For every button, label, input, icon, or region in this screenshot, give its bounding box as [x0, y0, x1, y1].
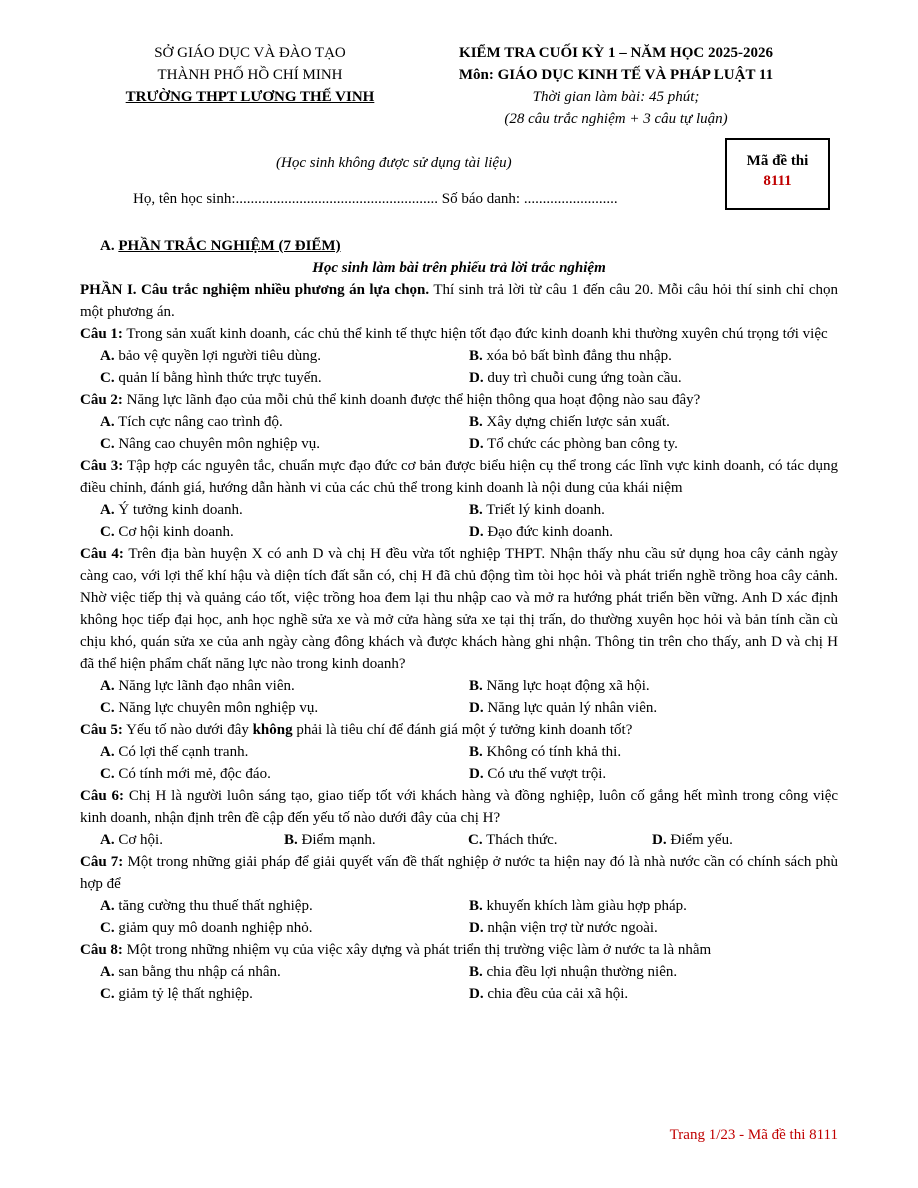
option-letter: A.: [100, 502, 115, 518]
option-letter: A.: [100, 348, 115, 364]
option-letter: B.: [469, 678, 483, 694]
question-text: Tập hợp các nguyên tắc, chuẩn mực đạo đức cơ bản được biểu hiện cụ thể trong các lĩnh vực kinh doanh, có tác dụng điều chỉnh, đánh giá, hướng dẫn hành vi của các chủ thể trong kinh doanh là nội dung của khái niệm: [80, 458, 838, 496]
answer-option: [468, 829, 652, 851]
part-instruction-text: Thí sinh trả lời từ câu 1 đến câu 20. Mỗi câu hỏi thí sinh chỉ chọn một phương án.: [80, 282, 838, 320]
answer-option: [469, 675, 838, 697]
answer-option: [469, 741, 838, 763]
city-name: THÀNH PHỐ HỒ CHÍ MINH: [157, 67, 343, 83]
answer-option: [100, 521, 469, 543]
option-letter: C.: [100, 700, 115, 716]
question-number: Câu 4:: [80, 546, 124, 562]
answer-options: [100, 961, 838, 1005]
option-text: Nâng cao chuyên môn nghiệp vụ.: [114, 436, 320, 452]
option-text: Ý tưởng kinh doanh.: [114, 502, 243, 518]
option-text: Có ưu thế vượt trội.: [483, 766, 607, 782]
answer-option: [100, 961, 469, 983]
answer-options: [100, 829, 838, 851]
option-letter: C.: [100, 370, 115, 386]
exam-duration: Thời gian làm bài: 45 phút;: [532, 89, 700, 105]
answer-option: [469, 499, 838, 521]
answer-option: [469, 917, 838, 939]
answer-option: [469, 411, 838, 433]
question-text: Yếu tố nào dưới đây: [122, 722, 253, 738]
answer-options: [100, 345, 838, 389]
material-notice: (Học sinh không được sử dụng tài liệu): [276, 155, 512, 171]
question-number: Câu 2:: [80, 392, 123, 408]
option-text: Có lợi thế cạnh tranh.: [114, 744, 249, 760]
department-name: SỞ GIÁO DỤC VÀ ĐÀO TẠO: [154, 45, 346, 61]
option-text: bảo vệ quyền lợi người tiêu dùng.: [114, 348, 322, 364]
option-text: Có tính mới mẻ, độc đáo.: [114, 766, 271, 782]
option-text: duy trì chuỗi cung ứng toàn cầu.: [483, 370, 682, 386]
question-emphasis: không: [252, 722, 293, 738]
option-text: tăng cường thu thuế thất nghiệp.: [114, 898, 313, 914]
exam-content: [80, 235, 838, 1005]
option-text: nhận viện trợ từ nước ngoài.: [483, 920, 658, 936]
page-footer: Trang 1/23 - Mã đề thi 8111: [669, 1127, 838, 1143]
option-text: Triết lý kinh doanh.: [482, 502, 605, 518]
option-letter: D.: [469, 370, 484, 386]
question-count: (28 câu trắc nghiệm + 3 câu tự luận): [504, 111, 728, 127]
answer-option: [100, 367, 469, 389]
question-number: Câu 8:: [80, 942, 123, 958]
exam-title: KIỂM TRA CUỐI KỲ 1 – NĂM HỌC 2025-2026: [459, 45, 773, 61]
question: [80, 323, 838, 345]
option-letter: D.: [652, 832, 667, 848]
answer-option: [469, 433, 838, 455]
question-number: Câu 6:: [80, 788, 125, 804]
answer-option: [469, 895, 838, 917]
option-text: Tích cực nâng cao trình độ.: [114, 414, 283, 430]
option-letter: A.: [100, 744, 115, 760]
option-letter: A.: [100, 964, 115, 980]
question: [80, 785, 838, 829]
option-letter: C.: [100, 986, 115, 1002]
answer-option: [284, 829, 468, 851]
answer-option: [100, 345, 469, 367]
option-letter: C.: [100, 524, 115, 540]
option-text: Cơ hội kinh doanh.: [114, 524, 234, 540]
answer-option: [100, 697, 469, 719]
option-text: Đạo đức kinh doanh.: [483, 524, 613, 540]
option-text: Không có tính khả thi.: [482, 744, 622, 760]
option-text: quản lí bằng hình thức trực tuyến.: [114, 370, 322, 386]
option-letter: B.: [469, 898, 483, 914]
section-subtitle: Học sinh làm bài trên phiếu trả lời trắc nghiệm: [312, 260, 606, 276]
question-text: Năng lực lãnh đạo của mỗi chủ thể kinh doanh được thể hiện thông qua hoạt động nào sau đây?: [122, 392, 701, 408]
part-instruction: [80, 279, 838, 323]
option-letter: B.: [469, 964, 483, 980]
option-letter: B.: [469, 348, 483, 364]
option-letter: A.: [100, 678, 115, 694]
option-text: chia đều lợi nhuận thường niên.: [482, 964, 678, 980]
answer-option: [469, 983, 838, 1005]
question: [80, 455, 838, 499]
option-text: Điểm yếu.: [666, 832, 733, 848]
exam-code-value: 8111: [763, 173, 792, 189]
answer-option: [100, 763, 469, 785]
answer-option: [469, 367, 838, 389]
option-letter: D.: [469, 436, 484, 452]
question-text: phải là tiêu chí để đánh giá một ý tưởng kinh doanh tốt?: [292, 722, 633, 738]
answer-options: [100, 411, 838, 455]
subject-title: Môn: GIÁO DỤC KINH TẾ VÀ PHÁP LUẬT 11: [458, 67, 774, 83]
option-letter: D.: [469, 920, 484, 936]
question: [80, 939, 838, 961]
section-title-text: PHẦN TRẮC NGHIỆM (7 ĐIỂM): [118, 238, 341, 254]
option-text: khuyến khích làm giàu hợp pháp.: [482, 898, 687, 914]
question-text: Trong sản xuất kinh doanh, các chủ thể kinh tế thực hiện tốt đạo đức kinh doanh khi thường xuyên chú trọng tới việc: [122, 326, 828, 342]
question-number: Câu 1:: [80, 326, 123, 342]
option-letter: D.: [469, 700, 484, 716]
option-letter: C.: [100, 920, 115, 936]
option-letter: D.: [469, 766, 484, 782]
option-letter: C.: [100, 766, 115, 782]
option-letter: C.: [100, 436, 115, 452]
part-title: PHẦN I. Câu trắc nghiệm nhiều phương án lựa chọn.: [80, 282, 430, 298]
student-info-line: Họ, tên học sinh:...................................................... Số báo danh: .........................: [133, 191, 618, 207]
answer-option: [469, 961, 838, 983]
answer-option: [100, 433, 469, 455]
option-letter: C.: [468, 832, 483, 848]
answer-option: [100, 983, 469, 1005]
option-text: Điểm mạnh.: [297, 832, 376, 848]
option-text: chia đều của cải xã hội.: [483, 986, 629, 1002]
answer-options: [100, 499, 838, 543]
answer-option: [100, 917, 469, 939]
question-text: Một trong những giải pháp để giải quyết vấn đề thất nghiệp ở nước ta hiện nay đó là nhà nước cần có chính sách phù hợp để: [80, 854, 839, 892]
answer-options: [100, 895, 838, 939]
option-text: Năng lực quản lý nhân viên.: [483, 700, 658, 716]
answer-option: [100, 895, 469, 917]
question: [80, 543, 838, 675]
option-text: Năng lực lãnh đạo nhân viên.: [114, 678, 295, 694]
question-text: Một trong những nhiệm vụ của việc xây dựng và phát triển thị trường việc làm ở nước ta là nhằm: [122, 942, 712, 958]
question: [80, 389, 838, 411]
answer-option: [652, 829, 836, 851]
option-text: san bằng thu nhập cá nhân.: [114, 964, 281, 980]
option-text: giảm quy mô doanh nghiệp nhỏ.: [114, 920, 313, 936]
option-letter: B.: [469, 744, 483, 760]
school-name: TRƯỜNG THPT LƯƠNG THẾ VINH: [125, 89, 375, 105]
answer-option: [100, 675, 469, 697]
section-title: [100, 235, 838, 257]
question-number: Câu 5:: [80, 722, 123, 738]
option-text: giảm tỷ lệ thất nghiệp.: [114, 986, 253, 1002]
answer-option: [469, 345, 838, 367]
answer-option: [469, 697, 838, 719]
answer-option: [469, 521, 838, 543]
answer-options: [100, 741, 838, 785]
answer-options: [100, 675, 838, 719]
option-letter: B.: [469, 502, 483, 518]
option-text: Xây dựng chiến lược sản xuất.: [482, 414, 670, 430]
question-text: Chị H là người luôn sáng tạo, giao tiếp tốt với khách hàng và đồng nghiệp, luôn cố gắng hết mình trong công việc kinh doanh, nhận định trên đề cập đến yếu tố nào dưới đây của chị H?: [80, 788, 839, 826]
option-letter: A.: [100, 898, 115, 914]
answer-option: [100, 829, 284, 851]
option-text: Thách thức.: [482, 832, 558, 848]
question: [80, 851, 838, 895]
answer-option: [100, 411, 469, 433]
option-text: Tổ chức các phòng ban công ty.: [483, 436, 678, 452]
header-left: [104, 42, 396, 108]
option-letter: D.: [469, 524, 484, 540]
option-letter: D.: [469, 986, 484, 1002]
question-number: Câu 3:: [80, 458, 124, 474]
option-letter: A.: [100, 832, 115, 848]
question-text: Trên địa bàn huyện X có anh D và chị H đều vừa tốt nghiệp THPT. Nhận thấy nhu cầu sử dụng hoa cây cảnh ngày càng cao, với lợi thế khí hậu và diện tích đất sẵn có, chị H đã chủ động tìm tòi học hỏi và phát triển nghề trồng hoa cây cảnh. Nhờ việc tiếp thị và quảng cáo tốt, việc trồng hoa đem lại thu nhập cao và mở ra hướng phát triển bền vững. Anh D xác định không học tiếp đại học, anh học nghề sửa xe và mở cửa hàng sửa xe tại thị trấn, do thường xuyên học hỏi và bản tính cần cù chịu khó, quán sửa xe của anh ngày càng đông khách và được khách hàng ghi nhận. Thông tin trên cho thấy, anh D và chị H đã thể hiện phẩm chất năng lực nào trong kinh doanh?: [80, 546, 838, 672]
question: [80, 719, 838, 741]
option-letter: B.: [284, 832, 298, 848]
option-letter: B.: [469, 414, 483, 430]
option-letter: A.: [100, 414, 115, 430]
exam-code-box: [725, 138, 830, 210]
option-text: Cơ hội.: [114, 832, 163, 848]
answer-option: [100, 741, 469, 763]
question-number: Câu 7:: [80, 854, 124, 870]
option-text: Năng lực hoạt động xã hội.: [482, 678, 650, 694]
answer-option: [100, 499, 469, 521]
option-text: xóa bỏ bất bình đẳng thu nhập.: [482, 348, 672, 364]
option-text: Năng lực chuyên môn nghiệp vụ.: [114, 700, 319, 716]
header-right: [428, 42, 804, 130]
answer-option: [469, 763, 838, 785]
exam-code-label: Mã đề thi: [746, 153, 809, 169]
section-prefix: A.: [100, 238, 119, 254]
